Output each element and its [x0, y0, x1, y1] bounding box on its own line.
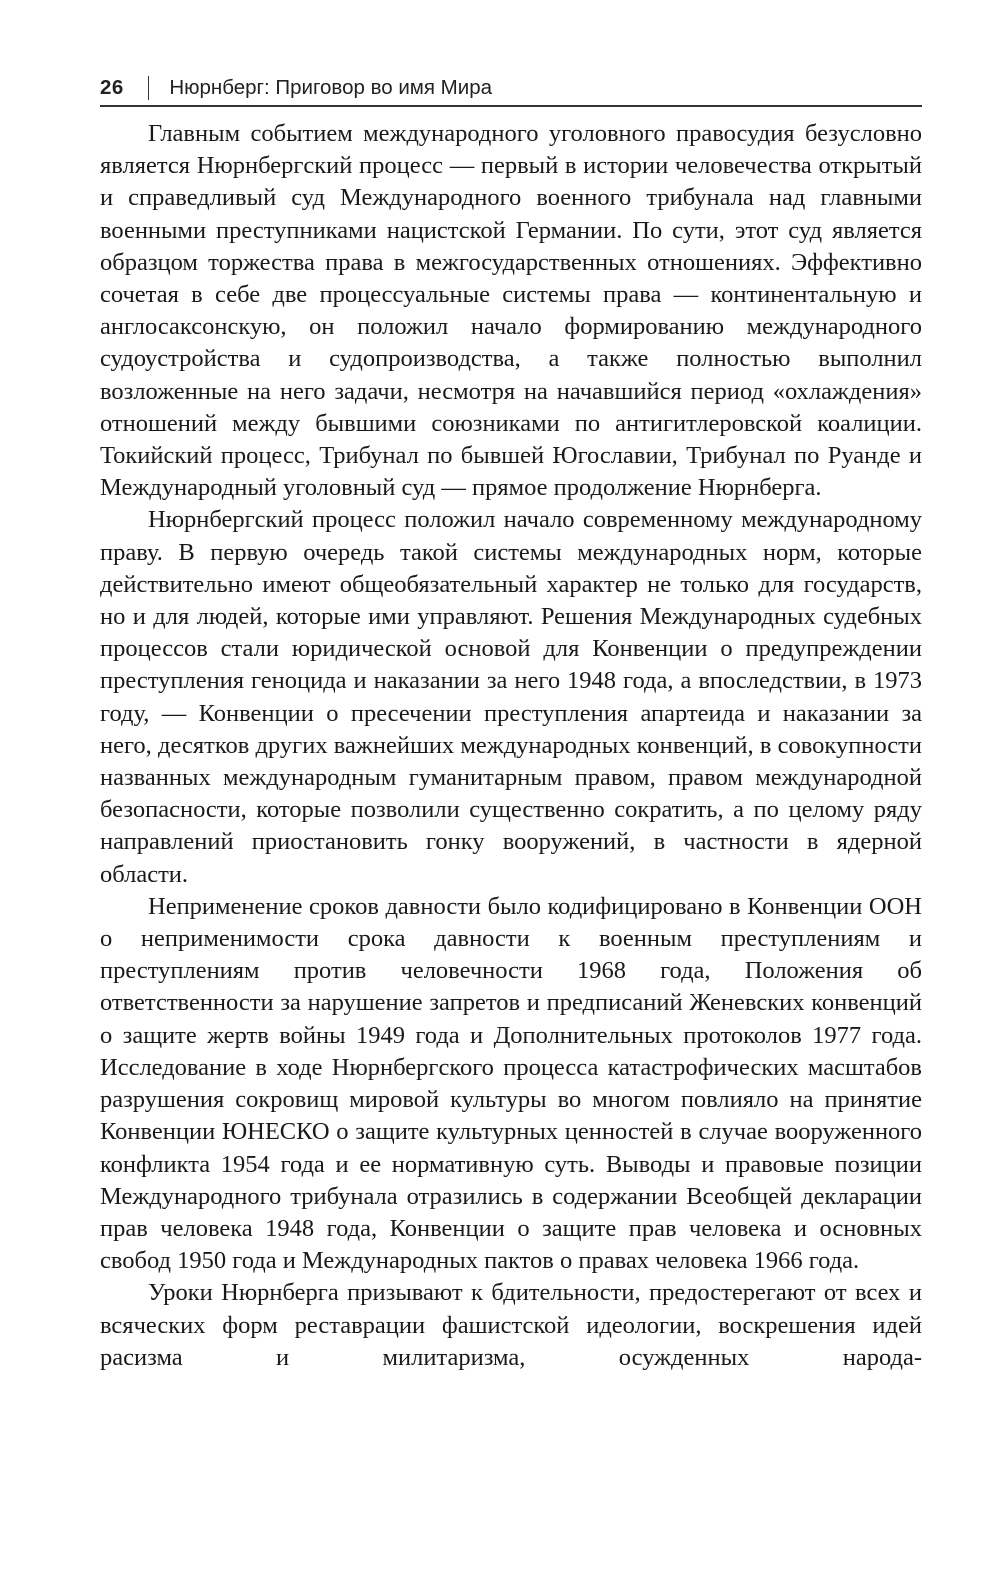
running-head	[100, 68, 922, 108]
paragraph-3: Неприменение сроков давности было кодифицировано в Конвенции ООН о неприменимости срока давности к военным преступлениям и преступлениям против человечности 1968 года, Положения об ответственности за нарушение запретов и предписаний Женевских конвенций о защите жертв войны 1949 года и Дополнительных протоколов 1977 года. Исследование в ходе Нюрнбергского процесса катастрофических масштабов разрушения сокровищ мировой культуры во многом повлияло на принятие Конвенции ЮНЕСКО о защите культурных ценностей в случае вооруженного конфликта 1954 года и ее нормативную суть. Выводы и правовые позиции Международного трибунала отразились в содержании Всеобщей декларации прав человека 1948 года, Конвенции о защите прав человека и основных свобод 1950 года и Международных пактов о правах человека 1966 года.	[100, 892, 922, 1275]
header-rule	[100, 105, 922, 107]
paragraph-1: Главным событием международного уголовного правосудия безусловно является Нюрнбергский процесс — первый в истории человечества открытый и справедливый суд Международного военного трибунала над главными военными преступниками нацистской Германии. По сути, этот суд является образцом торжества права в межгосударственных отношениях. Эффективно сочетая в себе две процессуальные системы права — континентальную и англосаксонскую, он положил начало формированию международного судоустройства и судопроизводства, а также полностью выполнил возложенные на него задачи, несмотря на начавшийся период «охлаждения» отношений между бывшими союзниками по антигитлеровской коалиции. Токийский процесс, Трибунал по бывшей Югославии, Трибунал по Руанде и Международный уголовный суд — прямое продолжение Нюрнберга.	[100, 120, 922, 502]
header-separator	[148, 76, 150, 100]
paragraph-2: Нюрнбергский процесс положил начало современному международному праву. В первую очередь такой системы международных норм, которые действительно имеют общеобязательный характер не только для государств, но и для людей, которые ими управляют. Решения Международных судебных процессов стали юридической основой для Конвенции о предупреждении преступления геноцида и наказании за него 1948 года, а впоследствии, в 1973 году, — Конвенции о пресечении преступления апартеида и наказании за него, десятков других важнейших международных конвенций, в совокупности названных международным гуманитарным правом, правом международной безопасности, которые позволили существенно сократить, а по целому ряду направлений приостановить гонку вооружений, в частности в ядерной области.	[100, 506, 922, 888]
body-text	[100, 118, 922, 1374]
running-title: Нюрнберг: Приговор во имя Мира	[169, 76, 492, 99]
page-number: 26	[100, 76, 124, 99]
paragraph-4: Уроки Нюрнберга призывают к бдительности, предостерегают от всех и всяческих форм реставрации фашистской идеологии, воскрешения идей расизма и милитаризма, осужденных народа-	[100, 1279, 922, 1371]
